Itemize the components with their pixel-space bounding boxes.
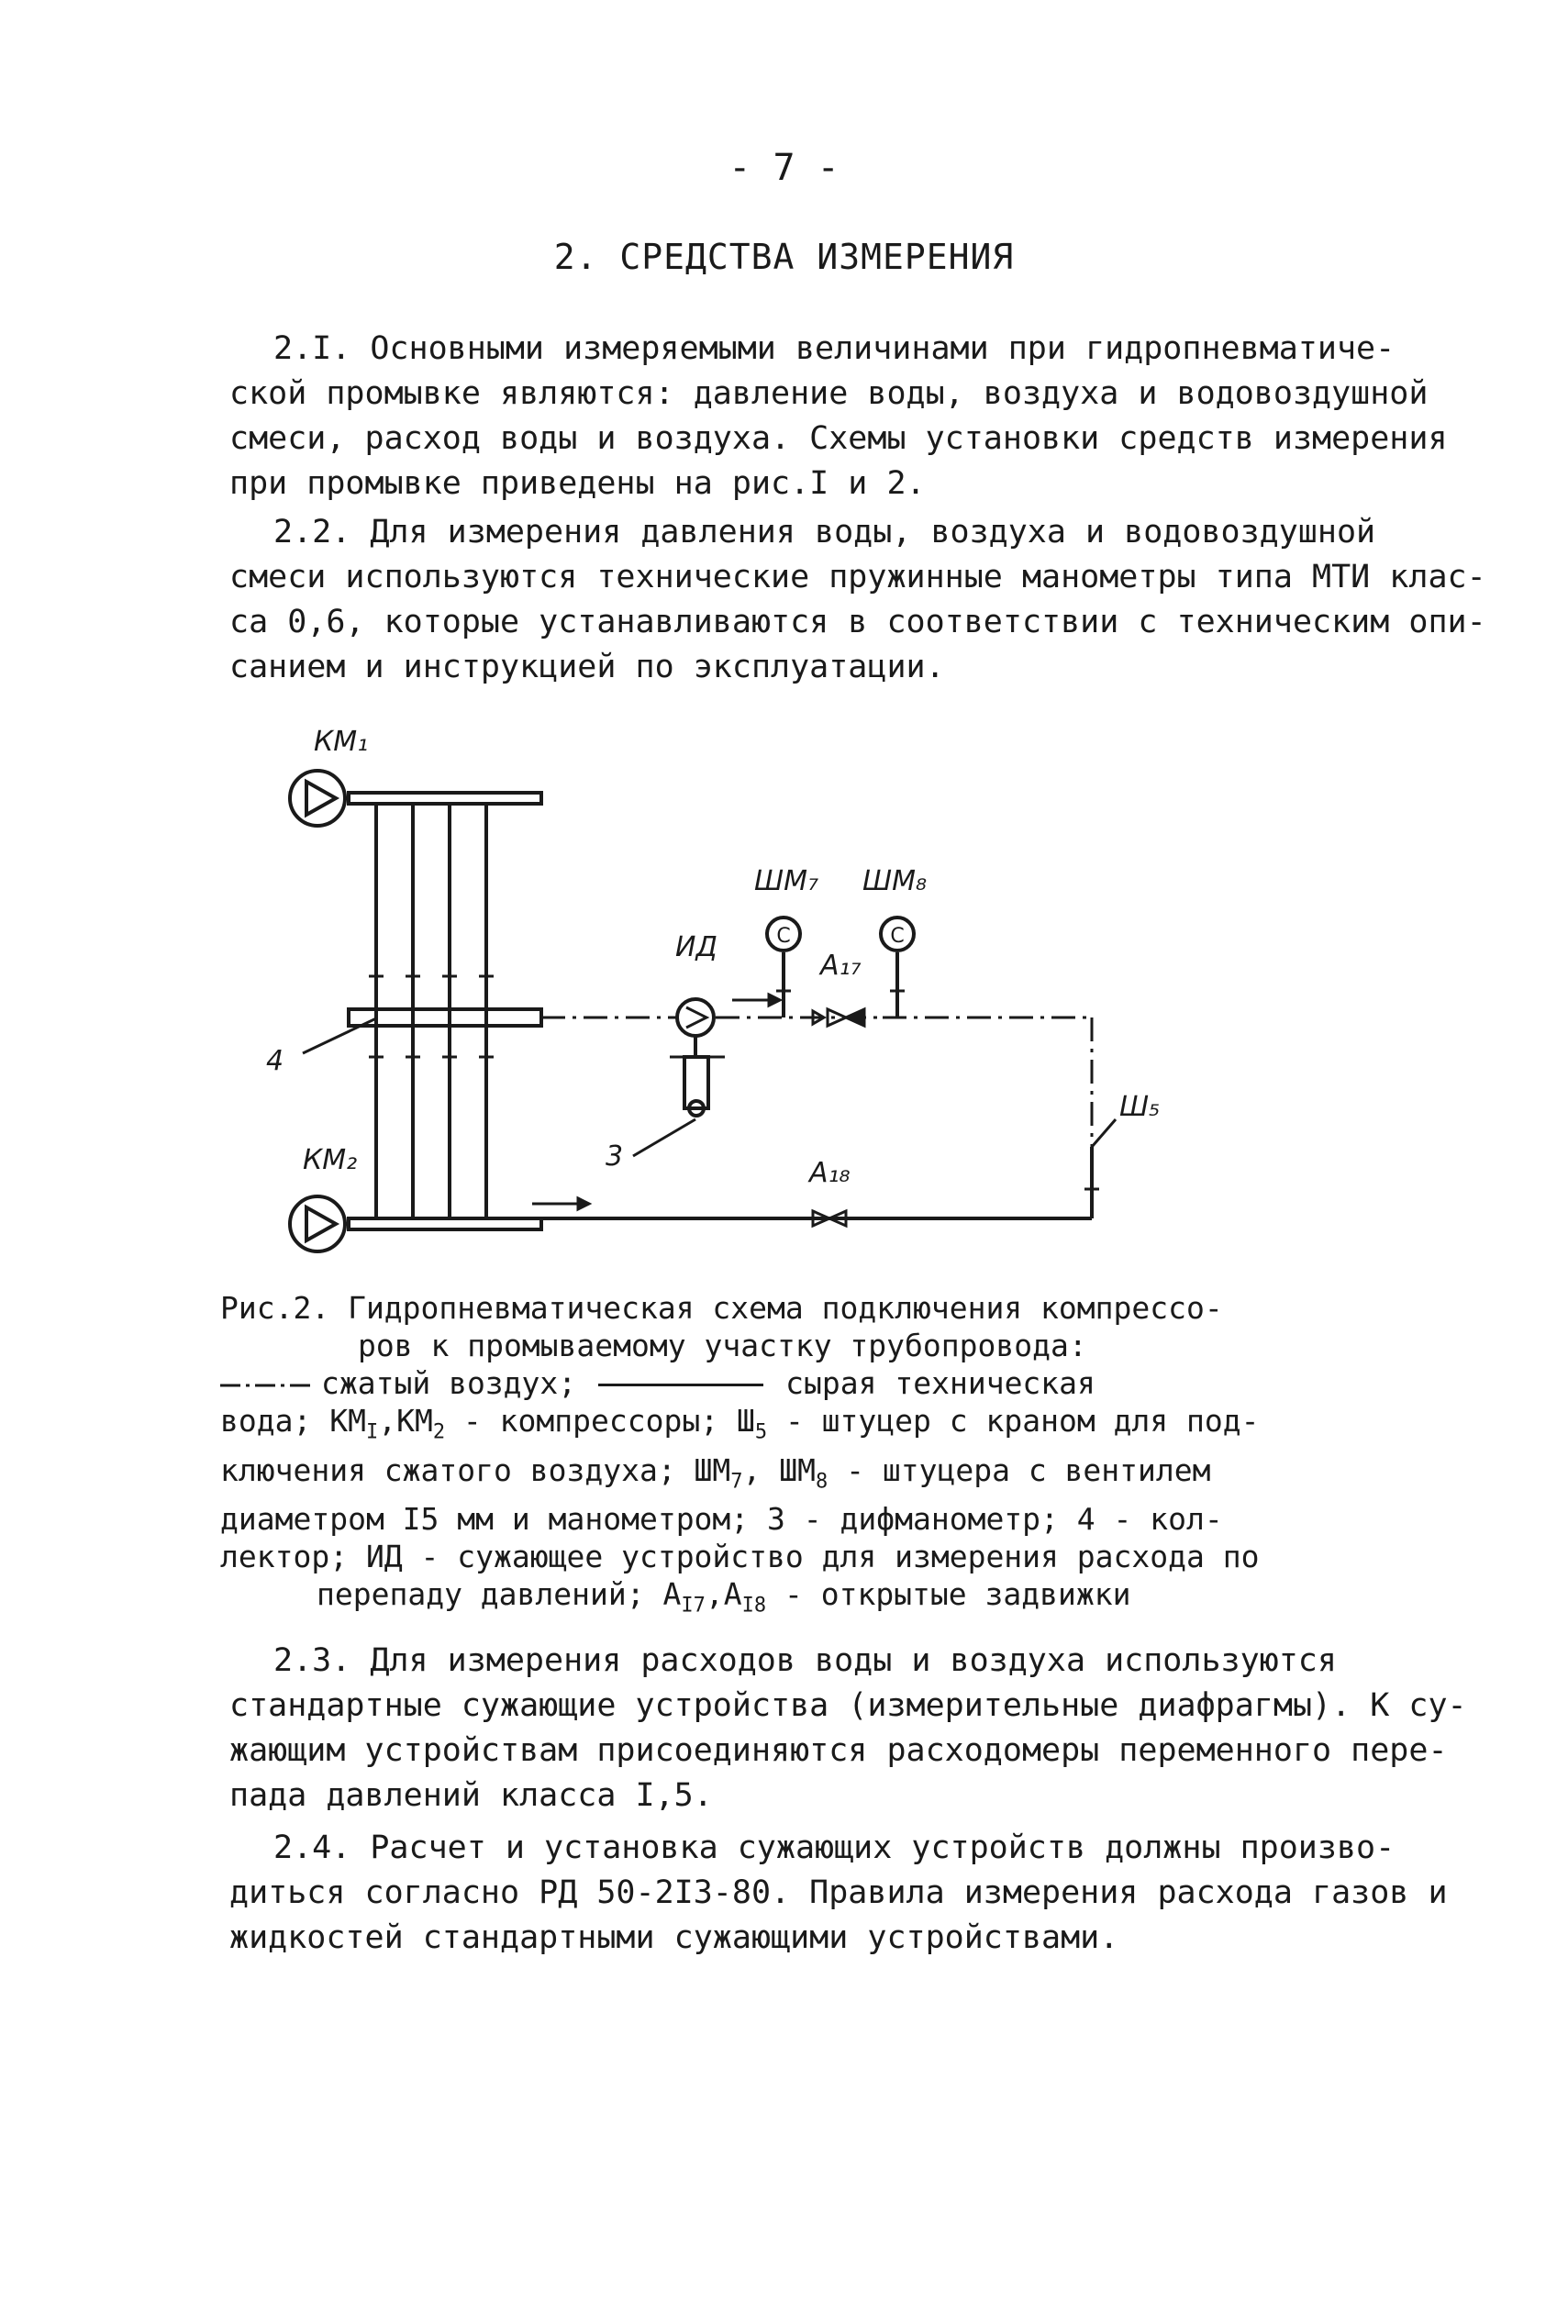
air-flow-arrow (732, 995, 780, 1006)
caption-text: ,КМ (378, 1403, 433, 1439)
legend-air-line-icon (220, 1377, 312, 1394)
paragraph-line: санием и инструкцией по эксплуатации. (229, 649, 945, 685)
label-collector-4: 4 (266, 1045, 284, 1077)
caption-line (220, 1451, 1367, 1501)
label-a18: А₁₈ (809, 1157, 851, 1189)
paragraph-line: са 0,6, которые устанавливаются в соответствии с техническим опи- (229, 604, 1486, 640)
caption-subscript: 7 (730, 1470, 743, 1494)
paragraph-line: при промывке приведены на рис.I и 2. (229, 465, 926, 502)
caption-line: ров к промываемому участку трубопровода: (358, 1328, 1087, 1363)
caption-text: - штуцер с краном для под- (767, 1403, 1260, 1439)
page-number: - 7 - (728, 147, 840, 189)
water-flow-arrow (532, 1198, 589, 1209)
paragraph-line: жающим устройствам присоединяются расходомеры переменного пере- (229, 1732, 1448, 1769)
paragraph-line: стандартные сужающие устройства (измерительные диафрагмы). К су- (229, 1687, 1467, 1724)
compressor-km2-triangle (306, 1207, 336, 1240)
leader-line-sh5 (1092, 1119, 1116, 1147)
paragraph-2-2 (229, 510, 1486, 690)
gauge-shm8-symbol: С (890, 925, 905, 948)
caption-text: перепаду давлений; А (317, 1576, 682, 1613)
label-shm7: ШМ₇ (754, 865, 818, 897)
caption-legend-line (220, 1364, 1367, 1402)
label-km2: КМ₂ (303, 1144, 358, 1176)
paragraph-2-1 (229, 327, 1448, 506)
gauge-shm7-symbol: С (776, 925, 791, 948)
paragraph-line: жидкостей стандартными сужающими устройствами. (229, 1919, 1119, 1956)
paragraph-line: пада давлений класса I,5. (229, 1777, 713, 1814)
label-difmanometer-3: 3 (606, 1140, 624, 1173)
legend-water-line-icon (598, 1384, 763, 1386)
legend-air-label: сжатый воздух; (321, 1365, 577, 1401)
paragraph-line: 2.I. Основными измеряемыми величинами при гидропневматиче- (273, 330, 1396, 367)
caption-text: - штуцера с вентилем (828, 1451, 1211, 1488)
caption-line: Рис.2. Гидропневматическая схема подключения компрессо- (220, 1290, 1223, 1326)
compressor-km1-triangle (306, 782, 336, 815)
leader-line-3 (633, 1119, 695, 1156)
vertical-valves (369, 976, 494, 1057)
caption-subscript: I8 (741, 1594, 767, 1618)
paragraph-line: диться согласно РД 50-2I3-80. Правила измерения расхода газов и (229, 1874, 1448, 1911)
caption-line: лектор; ИД - сужающее устройство для измерения расхода по (220, 1539, 1260, 1575)
caption-text: - открытые задвижки (766, 1576, 1131, 1613)
caption-text: ключения сжатого воздуха; ШМ (220, 1451, 731, 1488)
paragraph-line: 2.2. Для измерения давления воды, воздуха и водовоздушной (273, 514, 1376, 550)
caption-subscript: 8 (816, 1470, 828, 1494)
label-sh5: Ш₅ (1119, 1091, 1161, 1123)
paragraph-line: смеси, расход воды и воздуха. Схемы установки средств измерения (229, 420, 1448, 457)
paragraph-2-3 (229, 1639, 1467, 1818)
caption-line (220, 1402, 1367, 1451)
hydropneumatic-diagram (266, 716, 1220, 1266)
compressed-air-line (541, 1017, 1092, 1147)
label-id: ИД (675, 931, 717, 963)
paragraph-line: ской промывке являются: давление воды, воздуха и водовоздушной (229, 375, 1429, 412)
caption-subscript: I (365, 1420, 379, 1444)
caption-text: ,А (705, 1576, 742, 1613)
paragraph-line: смеси используются технические пружинные манометры типа МТИ клас- (229, 559, 1486, 595)
caption-subscript: 2 (432, 1420, 446, 1444)
label-shm8: ШМ₈ (862, 865, 927, 897)
caption-text: , ШМ (742, 1451, 817, 1488)
section-title: 2. СРЕДСТВА ИЗМЕРЕНИЯ (553, 237, 1015, 277)
caption-line: диаметром I5 мм и манометром; 3 - дифманометр; 4 - кол- (220, 1501, 1223, 1538)
caption-subscript: 5 (754, 1420, 768, 1444)
caption-text: вода; КМ (220, 1403, 366, 1439)
caption-line (220, 1575, 1367, 1625)
caption-subscript: I7 (681, 1594, 706, 1618)
label-km1: КМ₁ (314, 726, 369, 758)
figure-caption (220, 1289, 1367, 1625)
paragraph-line: 2.3. Для измерения расходов воды и воздуха используются (273, 1642, 1337, 1679)
caption-text: - компрессоры; Ш (445, 1403, 755, 1439)
legend-water-label: сырая техническая (785, 1365, 1095, 1401)
leader-line-4 (303, 1018, 376, 1053)
paragraph-line: 2.4. Расчет и установка сужающих устройств должны произво- (273, 1829, 1396, 1866)
top-header-pipe (349, 793, 541, 804)
paragraph-2-4 (229, 1826, 1448, 1961)
label-a17: А₁₇ (820, 950, 862, 982)
